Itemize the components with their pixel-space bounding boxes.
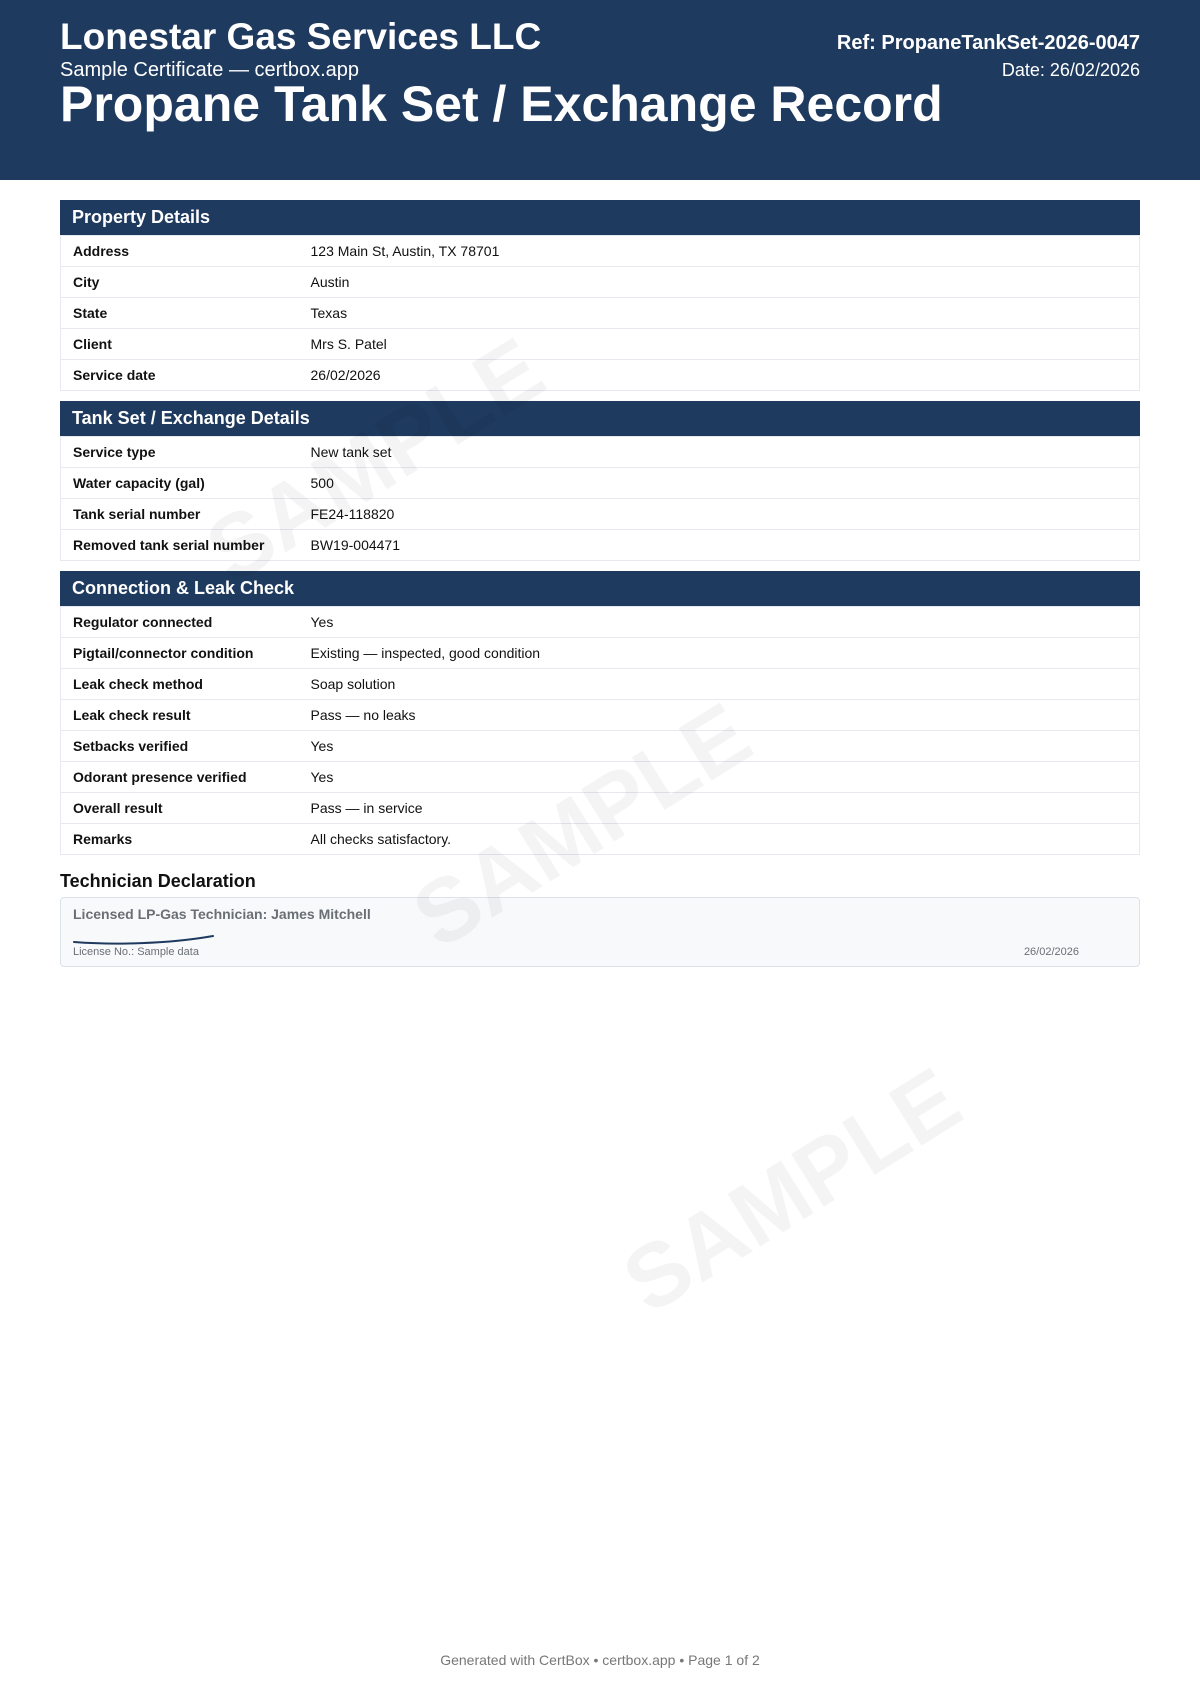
connection-leak-check-table <box>60 606 1140 855</box>
field-value: Existing — inspected, good condition <box>299 638 1140 669</box>
field-label: State <box>61 298 299 329</box>
document-title: Propane Tank Set / Exchange Record <box>60 76 943 132</box>
table-row <box>61 793 1140 824</box>
company-name: Lonestar Gas Services LLC <box>60 16 542 57</box>
table-row <box>61 329 1140 360</box>
tank-set-details-table <box>60 436 1140 561</box>
field-value: 123 Main St, Austin, TX 78701 <box>299 236 1140 267</box>
field-label: Address <box>61 236 299 267</box>
field-label: Service date <box>61 360 299 391</box>
field-value: BW19-004471 <box>299 530 1140 561</box>
field-label: Pigtail/connector condition <box>61 638 299 669</box>
reference-number: Ref: PropaneTankSet-2026-0047 <box>836 32 1140 54</box>
field-value: Pass — in service <box>299 793 1140 824</box>
field-value: Mrs S. Patel <box>299 329 1140 360</box>
table-row <box>61 236 1140 267</box>
field-value: FE24-118820 <box>299 499 1140 530</box>
table-row <box>61 499 1140 530</box>
property-details-section <box>60 200 1140 391</box>
license-number: License No.: Sample data <box>73 946 199 958</box>
certificate-body <box>60 200 1140 967</box>
field-value: 500 <box>299 468 1140 499</box>
table-row <box>61 762 1140 793</box>
field-value: Soap solution <box>299 669 1140 700</box>
table-row <box>61 638 1140 669</box>
tank-set-details-section <box>60 401 1140 561</box>
field-value: Texas <box>299 298 1140 329</box>
field-label: Odorant presence verified <box>61 762 299 793</box>
document-date: Date: 26/02/2026 <box>1001 60 1140 80</box>
table-row <box>61 437 1140 468</box>
field-label: Client <box>61 329 299 360</box>
property-details-table <box>60 235 1140 391</box>
page-footer: Generated with CertBox • certbox.app • Page 1 of 2 <box>440 1652 760 1668</box>
table-row <box>61 607 1140 638</box>
field-label: City <box>61 267 299 298</box>
field-value: Yes <box>299 607 1140 638</box>
table-row <box>61 468 1140 499</box>
table-row <box>61 530 1140 561</box>
field-label: Leak check result <box>61 700 299 731</box>
table-row <box>61 731 1140 762</box>
field-label: Overall result <box>61 793 299 824</box>
field-value: Yes <box>299 731 1140 762</box>
table-row <box>61 267 1140 298</box>
section-header: Property Details <box>60 200 1140 235</box>
technician-declaration-box <box>60 897 1140 967</box>
table-row <box>61 824 1140 855</box>
field-label: Tank serial number <box>61 499 299 530</box>
sample-watermark <box>606 1048 979 1334</box>
field-label: Leak check method <box>61 669 299 700</box>
declaration-title: Technician Declaration <box>60 871 256 891</box>
connection-leak-check-section <box>60 571 1140 855</box>
table-row <box>61 669 1140 700</box>
field-value: Yes <box>299 762 1140 793</box>
table-row <box>61 360 1140 391</box>
field-label: Water capacity (gal) <box>61 468 299 499</box>
table-row <box>61 700 1140 731</box>
field-label: Regulator connected <box>61 607 299 638</box>
certificate-header <box>0 0 1200 180</box>
field-value: Pass — no leaks <box>299 700 1140 731</box>
field-label: Setbacks verified <box>61 731 299 762</box>
field-label: Remarks <box>61 824 299 855</box>
field-value: All checks satisfactory. <box>299 824 1140 855</box>
section-header: Connection & Leak Check <box>60 571 1140 606</box>
technician-name: Licensed LP-Gas Technician: James Mitchell <box>73 906 371 922</box>
field-value: Austin <box>299 267 1140 298</box>
field-value: New tank set <box>299 437 1140 468</box>
section-header: Tank Set / Exchange Details <box>60 401 1140 436</box>
signature-mark <box>73 934 215 946</box>
table-row <box>61 298 1140 329</box>
field-label: Removed tank serial number <box>61 530 299 561</box>
declaration-date: 26/02/2026 <box>1023 946 1079 958</box>
field-value: 26/02/2026 <box>299 360 1140 391</box>
sample-certificate-line: Sample Certificate — certbox.app <box>60 59 360 81</box>
field-label: Service type <box>61 437 299 468</box>
